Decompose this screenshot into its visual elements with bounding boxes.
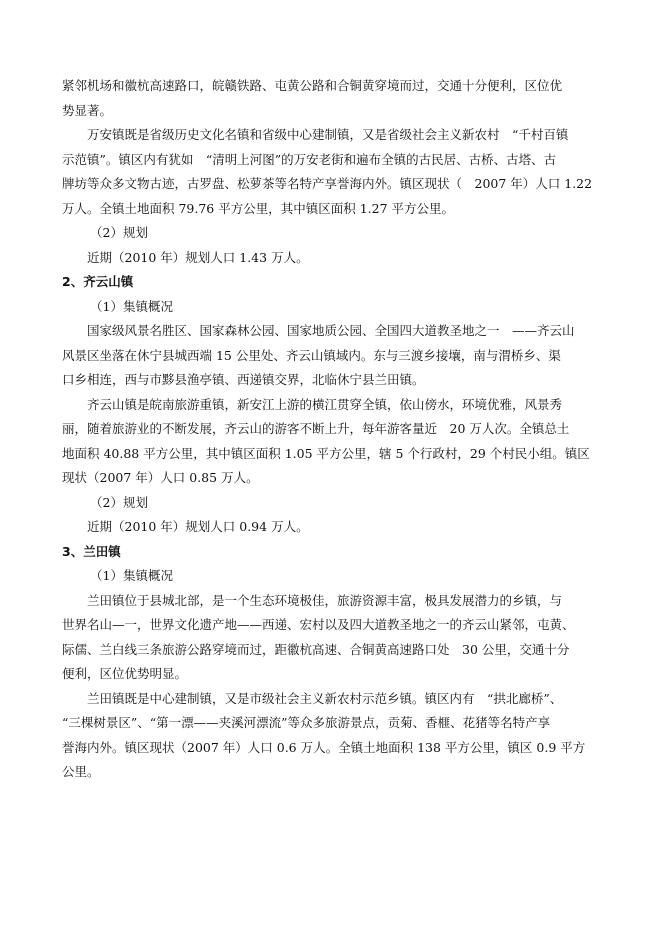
text-line: 公里。 [62,764,100,779]
paragraph-start: 齐云山镇是皖南旅游重镇，新安江上游的横江贯穿全镇，依山傍水，环境优雅，风景秀 [87,396,563,412]
text-line: 便利，区位优势明显。 [62,666,188,681]
text-line: 风景区坐落在休宁县城西端 15 公里处、齐云山镇域内。东与三渡乡接壤，南与渭桥乡、渠 [62,347,561,363]
text-line: 紧邻机场和徽杭高速路口，皖赣铁路、屯黄公路和合铜黄穿境而过，交通十分便利，区位优 [62,78,563,93]
text-line: 地面积 40.88 平方公里，其中镇区面积 1.05 平方公里，辖 5 个行政村，29 个村民小组。镇区 [62,445,590,461]
text-line: 际儒、兰白线三条旅游公路穿境而过，距徽杭高速、合铜黄高速路口处 30 公里，交通十分 [62,641,570,657]
subsection-heading: （1）集镇概况 [90,568,173,583]
paragraph-start: 兰田镇位于县城北部，是一个生态环境极佳，旅游资源丰富，极具发展潜力的乡镇，与 [87,592,563,608]
text-line: 丽，随着旅游业的不断发展，齐云山的游客不断上升，每年游客量近 20 万人次。全镇总土 [62,421,570,436]
subsection-heading: （2）规划 [90,494,148,510]
paragraph-start: 万安镇既是省级历史文化名镇和省级中心建制镇，又是省级社会主义新农村 “千村百镇 [87,127,569,142]
text-line: “三棵树景区”、“第一漂——夹溪河漂流”等众多旅游景点，贡菊、香榧、花猪等名特产享 [62,715,551,730]
document-page [62,74,602,785]
text-line: 现状（2007 年）人口 0.85 万人。 [62,470,259,485]
text-line: 牌坊等众多文物古迹，古罗盘、松萝茶等名特产享誉海内外。镇区现状（ 2007 年）人口 1.22 [62,176,593,191]
text-line: 世界名山—一，世界文化遗产地——西递、宏村以及四大道教圣地之一的齐云山紧邻，屯黄、 [62,617,575,632]
paragraph-start: 兰田镇既是中心建制镇，又是市级社会主义新农村示范乡镇。镇区内有 “拱北廊桥”、 [87,690,563,706]
text-line: 口乡相连，西与市黟县渔亭镇、西递镇交界，北临休宁县兰田镇。 [62,372,425,387]
section-heading: 3、兰田镇 [62,543,121,559]
paragraph-start: 近期（2010 年）规划人口 1.43 万人。 [87,249,309,265]
text-line: 万人。全镇土地面积 79.76 平方公里，其中镇区面积 1.27 平方公里。 [62,200,455,216]
paragraph-start: 国家级风景名胜区、国家森林公园、国家地质公园、全国四大道教圣地之一 ——齐云山 [87,323,575,338]
text-line: 示范镇”。镇区内有犹如 “清明上河图”的万安老街和遍布全镇的古民居、古桥、古塔、古 [62,151,557,167]
subsection-heading: （2）规划 [90,225,148,240]
section-heading: 2、齐云山镇 [62,274,134,289]
paragraph-start: 近期（2010 年）规划人口 0.94 万人。 [87,519,309,534]
subsection-heading: （1）集镇概况 [90,298,173,314]
text-line: 誉海内外。镇区现状（2007 年）人口 0.6 万人。全镇土地面积 138 平方公里，镇区 0.9 平方 [62,739,586,755]
text-line: 势显著。 [62,102,113,118]
